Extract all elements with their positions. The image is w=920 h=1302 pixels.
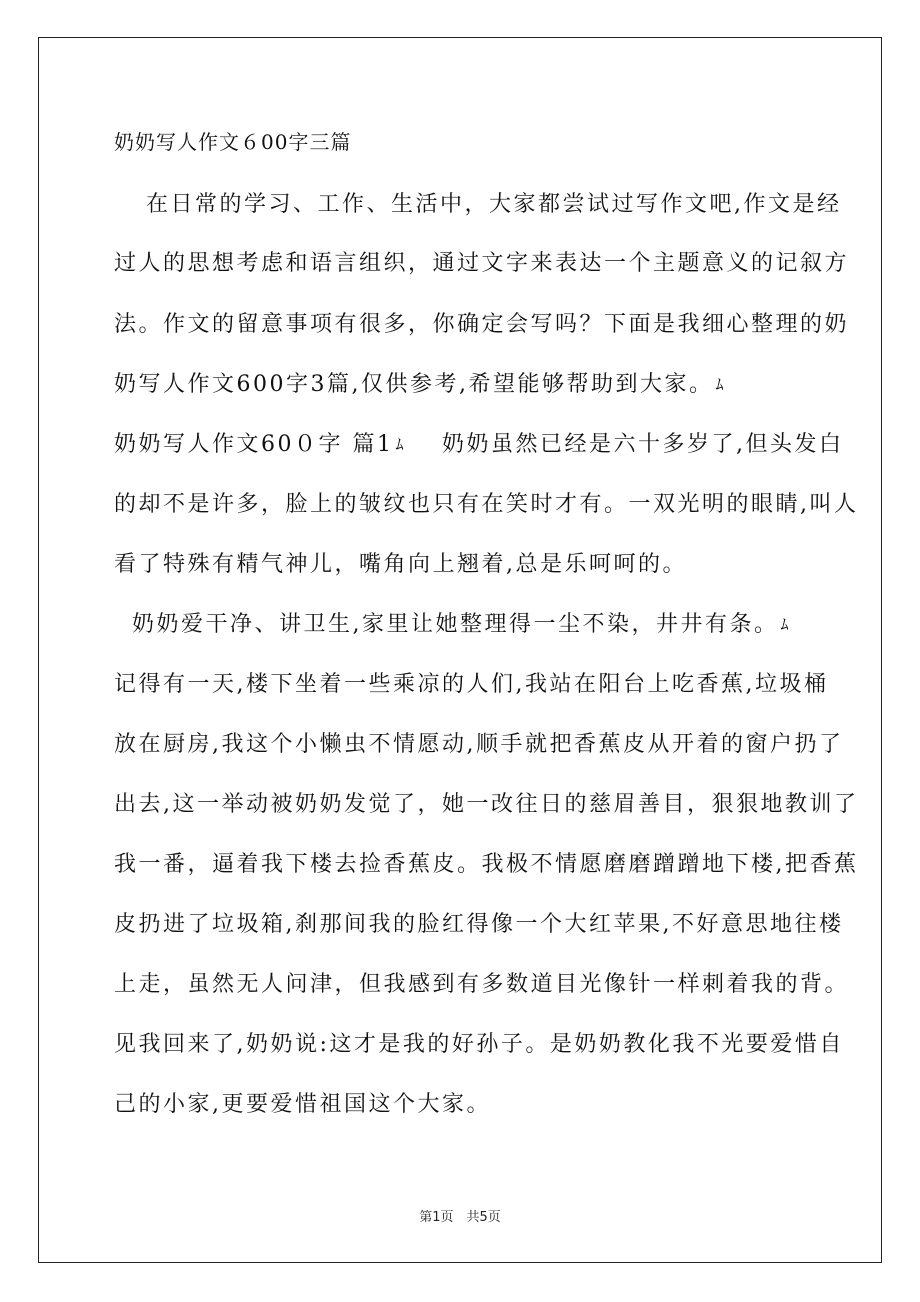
- text-line-1: 在日常的学习、工作、生活中，大家都尝试过写作文吧,作文是经: [146, 192, 842, 217]
- text-line-14: 上走，虽然无人问津，但我感到有多数道目光像针一样刺着我的背。: [114, 972, 850, 997]
- text-line-2: 过人的思想考虑和语言组织，通过文字来表达一个主题意义的记叙方: [114, 251, 850, 276]
- paragraph-mark-icon: ﾑ: [395, 435, 407, 454]
- page-border: [38, 37, 882, 1263]
- text-line-11: 出去,这一举动被奶奶发觉了，她一改往日的慈眉善目，狠狠地教训了: [114, 792, 859, 817]
- page-footer: 第1页 共5页: [419, 1210, 501, 1225]
- paragraph-mark-icon: ﾑ: [715, 375, 726, 394]
- text-line-13: 皮扔进了垃圾箱,刹那间我的脸红得像一个大红苹果,不好意思地往楼: [114, 912, 844, 937]
- text-line-9: 记得有一天,楼下坐着一些乘凉的人们,我站在阳台上吃香蕉,垃圾桶: [114, 672, 829, 697]
- text-line-7: 看了特殊有精气神儿，嘴角向上翘着,总是乐呵呵的。: [114, 552, 687, 577]
- text-line-4-content: 奶写人作文600字3篇,仅供参考,希望能够帮助到大家。: [114, 372, 714, 397]
- section-first-sentence: 奶奶虽然已经是六十多岁了,但头发白: [442, 432, 844, 457]
- text-line-5: [114, 430, 844, 460]
- text-line-4: [114, 370, 726, 400]
- text-line-6: 的却不是许多，脸上的皱纹也只有在笑时才有。一双光明的眼睛,叫人: [114, 492, 859, 517]
- text-line-15: 见我回来了,奶奶说:这才是我的好孙子。是奶奶教化我不光要爱惜自: [114, 1032, 844, 1057]
- text-line-16: 己的小家,更要爱惜祖国这个大家。: [114, 1092, 491, 1117]
- text-line-3: 法。作文的留意事项有很多，你确定会写吗？下面是我细心整理的奶: [114, 312, 850, 337]
- section-heading: 奶奶写人作文60０字 篇1: [114, 432, 394, 457]
- text-line-8-content: 奶奶爱干净、讲卫生,家里让她整理得一尘不染，井井有条。: [132, 612, 779, 637]
- text-line-10: 放在厨房,我这个小懒虫不情愿动,顺手就把香蕉皮从开着的窗户扔了: [114, 732, 844, 757]
- document-title: 奶奶写人作文６00字三篇: [114, 130, 352, 154]
- paragraph-mark-icon: ﾑ: [780, 615, 792, 634]
- text-line-12: 我一番，逼着我下楼去捡香蕉皮。我极不情愿磨磨蹭蹭地下楼,把香蕉: [114, 852, 859, 877]
- text-line-8: [132, 610, 791, 640]
